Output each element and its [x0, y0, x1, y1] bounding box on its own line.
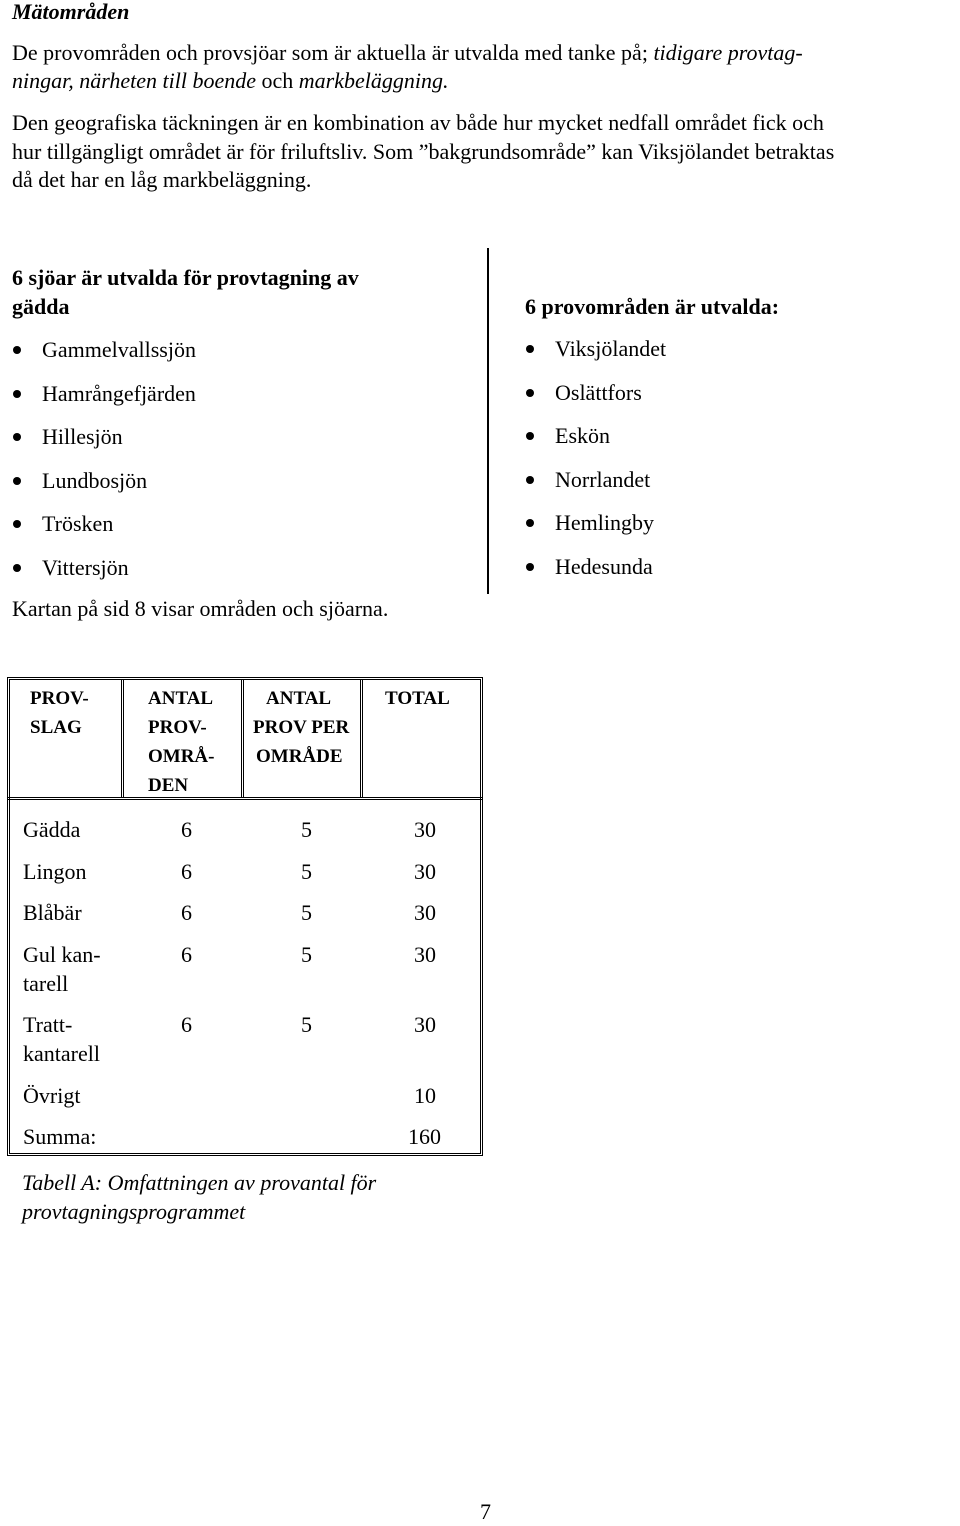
cell-total: 30: [414, 817, 436, 842]
bullet-icon: [13, 520, 21, 528]
header-column-divider: [360, 679, 363, 798]
table-row: Tratt- kantarell: [23, 1012, 100, 1066]
bullet-icon: [13, 433, 21, 441]
header-area-count: ANTAL PROV- OMRÅ- DEN: [148, 688, 215, 796]
table-caption: Tabell A: Omfattningen av provantal för provtagningsprogrammet: [22, 1170, 377, 1224]
bullet-icon: [526, 563, 534, 571]
header-total: TOTAL: [385, 688, 450, 709]
list-item: Trösken: [12, 510, 196, 554]
bullet-icon: [526, 432, 534, 440]
list-item: Vittersjön: [12, 554, 196, 598]
cell-areas: 6: [181, 1012, 192, 1037]
bullet-icon: [526, 345, 534, 353]
cell-total: 30: [414, 859, 436, 884]
cell-total: 30: [414, 1012, 436, 1037]
intro-line-1: [12, 39, 803, 67]
cell-areas: 6: [181, 900, 192, 925]
header-column-divider: [121, 679, 124, 798]
cell-per-area: 5: [301, 1012, 312, 1037]
intro-italic: ningar, närheten till boende: [12, 68, 257, 93]
bullet-icon: [13, 390, 21, 398]
intro-italic: tidigare provtag-: [653, 40, 803, 65]
list-item: Hillesjön: [12, 423, 196, 467]
intro-text: och: [256, 68, 299, 93]
bullet-icon: [526, 389, 534, 397]
cell-areas: 6: [181, 817, 192, 842]
table-row: Blåbär: [23, 900, 82, 925]
list-item: Norrlandet: [525, 466, 666, 510]
list-item: Lundbosjön: [12, 467, 196, 511]
table-sum-total: 160: [408, 1124, 441, 1149]
page-number: 7: [480, 1499, 491, 1524]
intro-line-5: då det har en låg markbeläggning.: [12, 167, 312, 192]
header-samples-per-area: ANTAL PROV PER OMRÅDE: [253, 688, 350, 767]
cell-per-area: 5: [301, 942, 312, 967]
intro-italic: markbeläggning.: [298, 68, 449, 93]
cell-per-area: 5: [301, 859, 312, 884]
header-sample-type: PROV- SLAG: [30, 688, 89, 738]
cell-per-area: 5: [301, 817, 312, 842]
lakes-title-line: gädda: [12, 294, 70, 319]
table-row: Gädda: [23, 817, 81, 842]
section-heading: Mätområden: [12, 0, 130, 24]
list-item: Hamrångefjärden: [12, 380, 196, 424]
header-column-divider: [241, 679, 244, 798]
intro-text: De provområden och provsjöar som är aktuella är utvalda med tanke på;: [12, 40, 654, 65]
cell-total: 30: [414, 900, 436, 925]
bullet-icon: [13, 477, 21, 485]
table-sum-label: Summa:: [23, 1124, 97, 1149]
cell-total: 10: [414, 1083, 436, 1108]
column-divider: [487, 248, 489, 594]
list-item: Viksjölandet: [525, 335, 666, 379]
intro-line-4: hur tillgängligt området är för friluftsliv. Som ”bakgrundsområde” kan Viksjölandet betraktas: [12, 139, 835, 164]
lakes-title: [12, 263, 359, 321]
cell-per-area: 5: [301, 900, 312, 925]
map-reference: Kartan på sid 8 visar områden och sjöarna.: [12, 596, 389, 621]
table-row: Lingon: [23, 859, 87, 884]
intro-line-2: [12, 67, 449, 95]
bullet-icon: [13, 564, 21, 572]
intro-line-3: Den geografiska täckningen är en kombination av både hur mycket nedfall området fick och: [12, 110, 824, 135]
list-item: Oslättfors: [525, 379, 666, 423]
cell-areas: 6: [181, 859, 192, 884]
list-item: Hedesunda: [525, 553, 666, 597]
lakes-list: [12, 336, 196, 597]
lakes-title-line: 6 sjöar är utvalda för provtagning av: [12, 265, 359, 290]
areas-list: [525, 335, 666, 596]
bullet-icon: [526, 519, 534, 527]
bullet-icon: [13, 346, 21, 354]
table-row: Övrigt: [23, 1083, 81, 1108]
table-row: Gul kan- tarell: [23, 942, 101, 996]
cell-total: 30: [414, 942, 436, 967]
list-item: Gammelvallssjön: [12, 336, 196, 380]
table-header-divider: [7, 797, 483, 800]
cell-areas: 6: [181, 942, 192, 967]
bullet-icon: [526, 476, 534, 484]
list-item: Hemlingby: [525, 509, 666, 553]
areas-title: 6 provområden är utvalda:: [525, 294, 780, 319]
list-item: Eskön: [525, 422, 666, 466]
